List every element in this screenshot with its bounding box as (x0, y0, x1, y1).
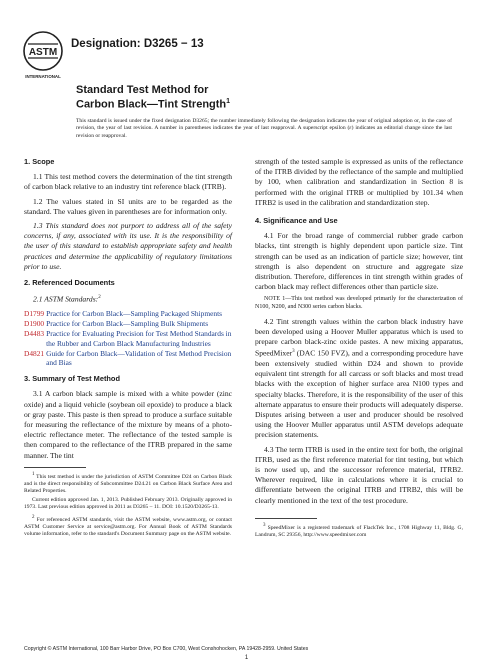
astm-logo-icon (22, 30, 64, 82)
intro-paragraph: This standard is issued under the fixed designation D3265; the number immediately following the designation indicates the year of original adoption or, in the case of revision, the year of last revision. A number in parentheses indicates the year of last reapproval. A superscript epsilon (ε) indicates an editorial change since the last revision or reapproval. (76, 118, 452, 139)
reference-d1799[interactable]: D1799 Practice for Carbon Black—Sampling Packaged Shipments (24, 308, 223, 318)
left-column (24, 157, 232, 540)
page-number: 1 (244, 655, 249, 661)
copyright-footer: Copyright © ASTM International, 100 Barr Harbor Drive, PO Box C700, West Conshohocken, PA 19428-2959. United States (24, 646, 309, 652)
svg-text:ASTM: ASTM (28, 47, 58, 58)
right-column (255, 157, 463, 541)
footnote-3: $^3$ SpeedMixer is a registered trademark of FlackTek Inc., 1708 Highway 11, Bldg. G, Landrum, SC 29356, http://www.speedmixer.com (255, 522, 463, 538)
paragraph-3-1-continued: strength of the tested sample is expressed as units of the reflectance of the ITRB divided by the reflectance of the sample and multiplied by 100, when calibration and standardization in Section 8 is performed with the original ITRB or multiplied by 101.34 when ITRB2 is used in the calibration and standardization step. (255, 157, 463, 207)
footnote-2: $^2$ For referenced ASTM standards, visit the ASTM website, www.astm.org, or contact ASTM Customer Service at service@astm.org. For Annual Book of ASTM Standards volume information, refer to the standard's Document Summary page on the ASTM website. (24, 514, 232, 537)
paragraph-3-1: 3.1 A carbon black sample is mixed with a white powder (zinc oxide) and a liquid vehicle (soybean oil epoxide) to produce a black or gray paste. This paste is then spread to produce a surface suitable for measuring the reflectance of the mixture by means of a photo-electric reflectance meter. The reflectance of the tested sample is then compared to the reflectance of the ITRB prepared in the same manner. The tint (24, 389, 232, 460)
footnote-divider-right (255, 518, 317, 519)
reference-d4821[interactable]: D4821 Guide for Carbon Black—Validation of Test Method Precision and Bias (24, 348, 232, 367)
svg-text:INTERNATIONAL: INTERNATIONAL (25, 74, 61, 79)
paragraph-2-1: 2.1 ASTM Standards:$^2$ (33, 294, 101, 304)
paragraph-4-2: 4.2 Tint strength values within the carbon black industry have been developed using a Hoover Muller apparatus which is used to prepare carbon black-zinc oxide pastes. A new mixing apparatus, SpeedMixer$^3$ (DAC 150 FVZ), and a corresponding procedure have been extensively studied within D24 and shown to provide equivalent tint strength for all carcass or soft blacks and most tread blacks with the exception of higher surface area N100 types and specialty blacks. Therefore, it is the responsibility of the user of this alternate apparatus to ensure their products will adequately disperse. Disputes arising between a user and producer should be resolved using the Hoover Muller apparatus until ASTM develops adequate precision statements. (255, 316, 463, 440)
footnote-1b: Current edition approved Jan. 1, 2013. Published February 2013. Originally approved in 1973. Last previous edition approved in 2011 as D3265 – 11. DOI: 10.1520/D3265-13. (24, 497, 232, 511)
footnote-1a: $^1$ This test method is under the jurisdiction of ASTM Committee D24 on Carbon Black and is the direct responsibility of Subcommittee D24.21 on Carbon Black Surface Area and Related Properties. (24, 471, 232, 495)
section-heading-scope: 1. Scope (24, 157, 55, 166)
title-line-2: Carbon Black—Tint Strength$^1$ (76, 98, 231, 111)
section-heading-referenced-documents: 2. Referenced Documents (24, 278, 115, 288)
designation: Designation: D3265 − 13 (71, 38, 204, 50)
title-line-1: Standard Test Method for (76, 84, 209, 96)
paragraph-1-2: 1.2 The values stated in SI units are to be regarded as the standard. The values given in parentheses are for information only. (24, 196, 232, 216)
paragraph-4-1: 4.1 For the broad range of commercial rubber grade carbon blacks, tint strength is highly dependent upon particle size. Tint strength can be used as an indication of particle size; however, tint strength is also dependent on structure and aggregate size distribution. Therefore, differences in tint strength within grades of carbon black may reflect differences other than particle size. (255, 231, 463, 292)
note-1: NOTE 1—This test method was developed primarily for the characterization of N100, N200, and N300 series carbon blacks. (255, 296, 463, 311)
paragraph-4-3: 4.3 The term ITRB is used in the entire text for both, the original ITRB, used as the first reference material for tint testing, but which is now used up, and the successor reference material, ITRB2. Wherever required, like in calculations where it is crucial to differentiate between the original ITRB and ITRB2, this will be clearly mentioned in the text of the test procedure. (255, 444, 463, 505)
paragraph-1-3: 1.3 This standard does not purport to address all of the safety concerns, if any, associated with its use. It is the responsibility of the user of this standard to establish appropriate safety and health practices and determine the applicability of regulatory limitations prior to use. (24, 221, 232, 271)
section-heading-summary: 3. Summary of Test Method (24, 374, 120, 384)
footnote-divider (24, 467, 86, 468)
paragraph-1-1: 1.1 This test method covers the determination of the tint strength of carbon black relative to an industry tint reference black (ITRB). (24, 172, 232, 192)
reference-d1900[interactable]: D1900 Practice for Carbon Black—Sampling Bulk Shipments (24, 319, 209, 329)
reference-d4483[interactable]: D4483 Practice for Evaluating Precision for Test Method Standards in the Rubber and Carbon Black Manufacturing Industries (24, 329, 232, 348)
section-heading-significance: 4. Significance and Use (255, 216, 338, 226)
